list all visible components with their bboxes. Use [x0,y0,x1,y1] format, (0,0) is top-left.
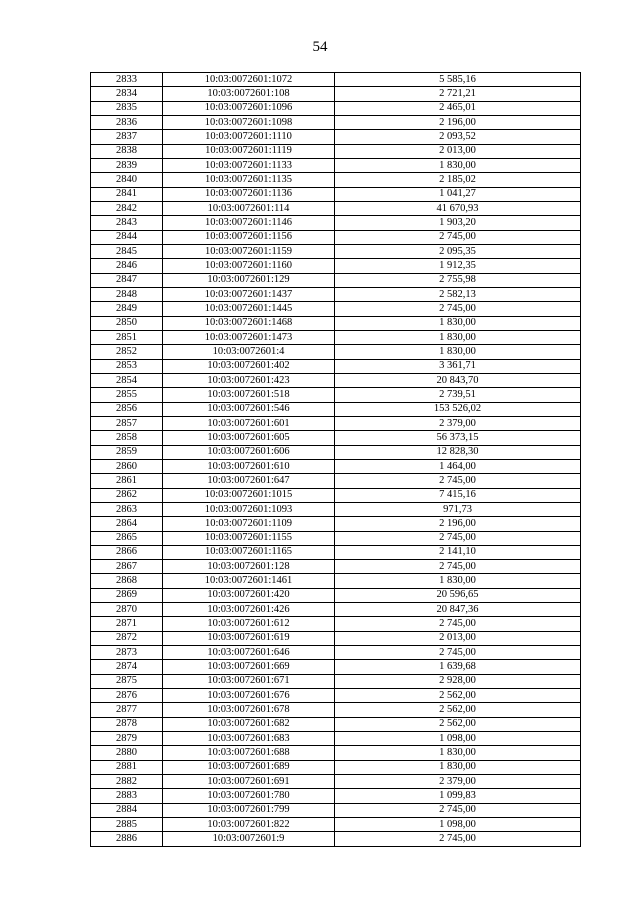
cadastral-number-cell: 10:03:0072601:1096 [163,101,335,115]
table-row [91,775,581,789]
cadastral-number-cell: 10:03:0072601:669 [163,660,335,674]
cadastral-number-cell: 10:03:0072601:689 [163,760,335,774]
table-row [91,488,581,502]
row-number-cell: 2851 [91,330,163,344]
row-number-cell: 2837 [91,130,163,144]
value-cell: 1 830,00 [335,330,581,344]
table-row [91,287,581,301]
row-number-cell: 2835 [91,101,163,115]
value-cell: 1 464,00 [335,459,581,473]
value-cell: 1 830,00 [335,345,581,359]
value-cell: 1 099,83 [335,789,581,803]
row-number-cell: 2857 [91,416,163,430]
cadastral-number-cell: 10:03:0072601:1159 [163,244,335,258]
table-row [91,703,581,717]
value-cell: 20 843,70 [335,373,581,387]
row-number-cell: 2842 [91,201,163,215]
table-row [91,445,581,459]
value-cell: 2 745,00 [335,302,581,316]
table-row [91,216,581,230]
cadastral-number-cell: 10:03:0072601:780 [163,789,335,803]
cadastral-number-cell: 10:03:0072601:1165 [163,545,335,559]
table-row [91,803,581,817]
cadastral-number-cell: 10:03:0072601:1473 [163,330,335,344]
table-row [91,531,581,545]
table-row [91,273,581,287]
cadastral-number-cell: 10:03:0072601:423 [163,373,335,387]
value-cell: 1 639,68 [335,660,581,674]
row-number-cell: 2877 [91,703,163,717]
row-number-cell: 2867 [91,560,163,574]
table-row [91,717,581,731]
row-number-cell: 2876 [91,689,163,703]
cadastral-number-cell: 10:03:0072601:108 [163,87,335,101]
cadastral-number-cell: 10:03:0072601:688 [163,746,335,760]
cadastral-number-cell: 10:03:0072601:1136 [163,187,335,201]
cadastral-number-cell: 10:03:0072601:619 [163,631,335,645]
value-cell: 56 373,15 [335,431,581,445]
table-row [91,588,581,602]
value-cell: 1 830,00 [335,760,581,774]
cadastral-number-cell: 10:03:0072601:1135 [163,173,335,187]
value-cell: 2 928,00 [335,674,581,688]
cadastral-number-cell: 10:03:0072601:1155 [163,531,335,545]
row-number-cell: 2845 [91,244,163,258]
row-number-cell: 2859 [91,445,163,459]
table-row [91,502,581,516]
row-number-cell: 2864 [91,517,163,531]
table-row [91,259,581,273]
cadastral-number-cell: 10:03:0072601:1119 [163,144,335,158]
value-cell: 2 745,00 [335,646,581,660]
table-row [91,302,581,316]
table-row [91,789,581,803]
row-number-cell: 2844 [91,230,163,244]
cadastral-number-cell: 10:03:0072601:4 [163,345,335,359]
table-row [91,115,581,129]
row-number-cell: 2883 [91,789,163,803]
value-cell: 2 755,98 [335,273,581,287]
value-cell: 2 739,51 [335,388,581,402]
value-cell: 1 830,00 [335,158,581,172]
value-cell: 1 830,00 [335,746,581,760]
row-number-cell: 2885 [91,818,163,832]
cadastral-number-cell: 10:03:0072601:606 [163,445,335,459]
row-number-cell: 2840 [91,173,163,187]
value-cell: 5 585,16 [335,73,581,87]
table-row [91,388,581,402]
value-cell: 2 745,00 [335,803,581,817]
value-cell: 153 526,02 [335,402,581,416]
cadastral-number-cell: 10:03:0072601:1468 [163,316,335,330]
value-cell: 1 098,00 [335,818,581,832]
cadastral-number-cell: 10:03:0072601:678 [163,703,335,717]
value-cell: 41 670,93 [335,201,581,215]
cadastral-number-cell: 10:03:0072601:1160 [163,259,335,273]
cadastral-number-cell: 10:03:0072601:402 [163,359,335,373]
table-row [91,330,581,344]
row-number-cell: 2862 [91,488,163,502]
row-number-cell: 2879 [91,732,163,746]
table-row [91,158,581,172]
table-row [91,760,581,774]
cadastral-number-cell: 10:03:0072601:1072 [163,73,335,87]
table-row [91,373,581,387]
value-cell: 1 903,20 [335,216,581,230]
row-number-cell: 2866 [91,545,163,559]
table-row [91,130,581,144]
cadastral-number-cell: 10:03:0072601:129 [163,273,335,287]
cadastral-number-cell: 10:03:0072601:691 [163,775,335,789]
table-row [91,574,581,588]
row-number-cell: 2839 [91,158,163,172]
row-number-cell: 2833 [91,73,163,87]
row-number-cell: 2849 [91,302,163,316]
row-number-cell: 2882 [91,775,163,789]
cadastral-number-cell: 10:03:0072601:518 [163,388,335,402]
value-cell: 2 379,00 [335,775,581,789]
row-number-cell: 2836 [91,115,163,129]
table-row [91,173,581,187]
row-number-cell: 2858 [91,431,163,445]
cadastral-number-cell: 10:03:0072601:612 [163,617,335,631]
table-row [91,230,581,244]
row-number-cell: 2834 [91,87,163,101]
row-number-cell: 2878 [91,717,163,731]
table-row [91,73,581,87]
value-cell: 20 847,36 [335,603,581,617]
value-cell: 2 196,00 [335,115,581,129]
value-cell: 2 562,00 [335,717,581,731]
row-number-cell: 2886 [91,832,163,846]
row-number-cell: 2861 [91,474,163,488]
row-number-cell: 2850 [91,316,163,330]
value-cell: 2 141,10 [335,545,581,559]
cadastral-number-cell: 10:03:0072601:647 [163,474,335,488]
cadastral-number-cell: 10:03:0072601:1093 [163,502,335,516]
value-cell: 2 562,00 [335,703,581,717]
row-number-cell: 2860 [91,459,163,473]
value-cell: 2 582,13 [335,287,581,301]
value-cell: 1 830,00 [335,574,581,588]
cadastral-number-cell: 10:03:0072601:114 [163,201,335,215]
value-cell: 12 828,30 [335,445,581,459]
value-cell: 2 465,01 [335,101,581,115]
row-number-cell: 2855 [91,388,163,402]
row-number-cell: 2872 [91,631,163,645]
cadastral-number-cell: 10:03:0072601:683 [163,732,335,746]
row-number-cell: 2853 [91,359,163,373]
cadastral-number-cell: 10:03:0072601:420 [163,588,335,602]
table-row [91,474,581,488]
table-row [91,818,581,832]
value-cell: 2 721,21 [335,87,581,101]
row-number-cell: 2852 [91,345,163,359]
cadastral-number-cell: 10:03:0072601:1461 [163,574,335,588]
value-cell: 2 745,00 [335,617,581,631]
cadastral-number-cell: 10:03:0072601:1156 [163,230,335,244]
cadastral-number-cell: 10:03:0072601:546 [163,402,335,416]
row-number-cell: 2875 [91,674,163,688]
table-row [91,416,581,430]
row-number-cell: 2847 [91,273,163,287]
cadastral-number-cell: 10:03:0072601:799 [163,803,335,817]
row-number-cell: 2868 [91,574,163,588]
row-number-cell: 2838 [91,144,163,158]
cadastral-number-cell: 10:03:0072601:1098 [163,115,335,129]
value-cell: 1 098,00 [335,732,581,746]
table-row [91,646,581,660]
table-row [91,459,581,473]
value-cell: 971,73 [335,502,581,516]
row-number-cell: 2884 [91,803,163,817]
value-cell: 2 745,00 [335,230,581,244]
table-row [91,674,581,688]
cadastral-number-cell: 10:03:0072601:128 [163,560,335,574]
cadastral-number-cell: 10:03:0072601:1133 [163,158,335,172]
cadastral-number-cell: 10:03:0072601:682 [163,717,335,731]
value-cell: 2 745,00 [335,560,581,574]
cadastral-number-cell: 10:03:0072601:1445 [163,302,335,316]
table-row [91,244,581,258]
table-row [91,545,581,559]
table-row [91,402,581,416]
value-cell: 2 013,00 [335,144,581,158]
table-row [91,732,581,746]
table-row [91,517,581,531]
row-number-cell: 2848 [91,287,163,301]
value-cell: 2 185,02 [335,173,581,187]
value-cell: 2 745,00 [335,474,581,488]
page-number: 54 [312,39,328,55]
cadastral-number-cell: 10:03:0072601:426 [163,603,335,617]
cadastral-number-cell: 10:03:0072601:1110 [163,130,335,144]
table-row [91,631,581,645]
value-cell: 2 013,00 [335,631,581,645]
value-cell: 2 093,52 [335,130,581,144]
cadastral-number-cell: 10:03:0072601:1109 [163,517,335,531]
table-row [91,689,581,703]
value-cell: 2 745,00 [335,531,581,545]
table-row [91,617,581,631]
value-cell: 2 095,35 [335,244,581,258]
row-number-cell: 2869 [91,588,163,602]
row-number-cell: 2846 [91,259,163,273]
table-row [91,746,581,760]
table-row [91,201,581,215]
value-cell: 2 745,00 [335,832,581,846]
cadastral-number-cell: 10:03:0072601:646 [163,646,335,660]
table-row [91,101,581,115]
cadastral-number-cell: 10:03:0072601:1146 [163,216,335,230]
cadastral-number-cell: 10:03:0072601:610 [163,459,335,473]
table-row [91,560,581,574]
row-number-cell: 2854 [91,373,163,387]
table-body [91,73,581,847]
row-number-cell: 2841 [91,187,163,201]
row-number-cell: 2880 [91,746,163,760]
value-cell: 1 912,35 [335,259,581,273]
cadastral-number-cell: 10:03:0072601:601 [163,416,335,430]
table-row [91,431,581,445]
cadastral-number-cell: 10:03:0072601:1437 [163,287,335,301]
table-row [91,359,581,373]
value-cell: 20 596,65 [335,588,581,602]
table-row [91,87,581,101]
value-cell: 7 415,16 [335,488,581,502]
value-cell: 2 196,00 [335,517,581,531]
cadastral-number-cell: 10:03:0072601:671 [163,674,335,688]
cadastral-number-cell: 10:03:0072601:822 [163,818,335,832]
table-row [91,345,581,359]
value-cell: 2 379,00 [335,416,581,430]
cadastral-number-cell: 10:03:0072601:1015 [163,488,335,502]
value-cell: 1 041,27 [335,187,581,201]
row-number-cell: 2871 [91,617,163,631]
value-cell: 3 361,71 [335,359,581,373]
table-row [91,832,581,846]
row-number-cell: 2856 [91,402,163,416]
cadastral-number-cell: 10:03:0072601:605 [163,431,335,445]
value-cell: 1 830,00 [335,316,581,330]
row-number-cell: 2873 [91,646,163,660]
value-cell: 2 562,00 [335,689,581,703]
row-number-cell: 2843 [91,216,163,230]
table-row [91,316,581,330]
table-row [91,144,581,158]
row-number-cell: 2865 [91,531,163,545]
table-row [91,660,581,674]
row-number-cell: 2874 [91,660,163,674]
table-row [91,187,581,201]
cadastral-number-cell: 10:03:0072601:9 [163,832,335,846]
cadastral-number-cell: 10:03:0072601:676 [163,689,335,703]
row-number-cell: 2863 [91,502,163,516]
table-row [91,603,581,617]
cadastral-table [90,72,581,847]
row-number-cell: 2881 [91,760,163,774]
row-number-cell: 2870 [91,603,163,617]
